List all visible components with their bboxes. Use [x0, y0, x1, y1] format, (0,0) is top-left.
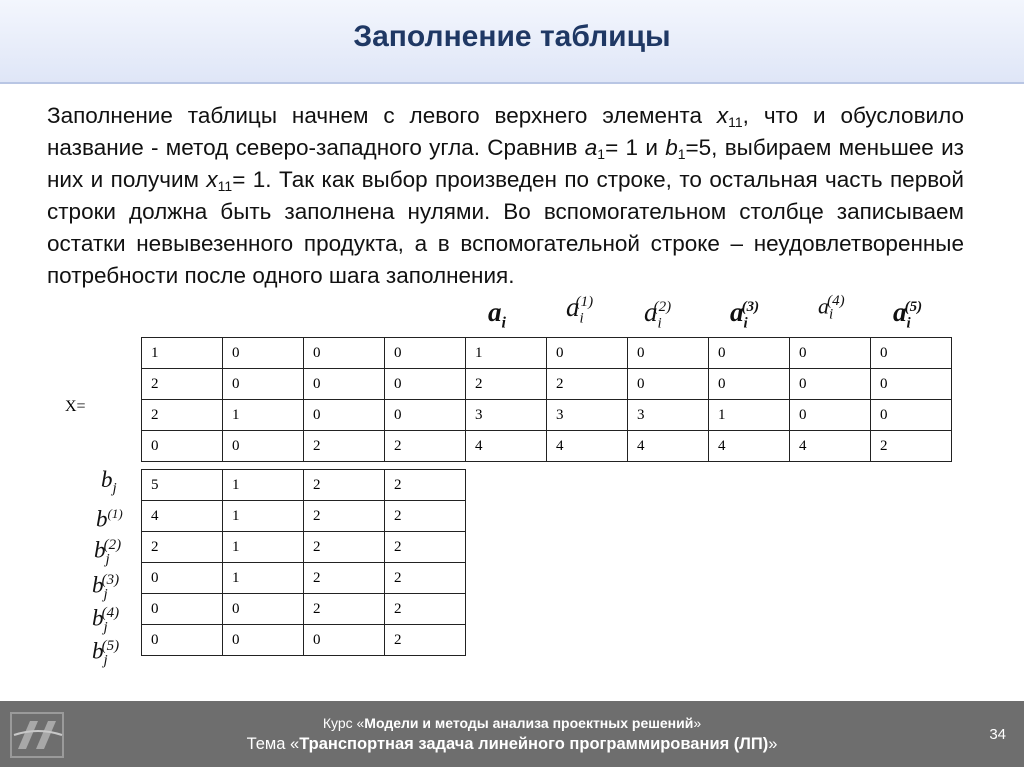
table-cell: 4 — [628, 431, 709, 462]
sub-11: 11 — [728, 114, 743, 130]
table-cell: 0 — [223, 625, 304, 656]
table-cell: 2 — [385, 470, 466, 501]
demand-row — [142, 532, 466, 563]
table-cell: 1 — [223, 400, 304, 431]
para-text-5: = 1. Так как выбор произведен по строке, то остальная часть первой строки должна быть заполнена нулями. Во вспомогательном столбце записываем остатки невывезенного продукта, а в вспомогательной строке – неудовлетворенные потребности после одного шага заполнения. — [47, 167, 964, 288]
para-text-1: Заполнение таблицы начнем с левого верхнего элемента — [47, 103, 717, 128]
table-cell: 1 — [466, 338, 547, 369]
matrix-row — [142, 369, 952, 400]
para-text-2: , что и обусловило название - метод северо-западного угла. Сравнив — [47, 103, 964, 160]
table-cell: 0 — [304, 400, 385, 431]
table-cell: 0 — [304, 338, 385, 369]
table-cell: 0 — [385, 400, 466, 431]
table-cell: 2 — [304, 563, 385, 594]
table-cell: 5 — [142, 470, 223, 501]
table-cell: 4 — [790, 431, 871, 462]
table-cell: 2 — [385, 594, 466, 625]
table-cell: 0 — [709, 369, 790, 400]
table-cell: 2 — [304, 431, 385, 462]
table-cell: 1 — [223, 532, 304, 563]
table-cell: 0 — [142, 563, 223, 594]
table-cell: 0 — [223, 431, 304, 462]
table-cell: 1 — [709, 400, 790, 431]
label-b-j-5: $b_j^{(5)}$ — [92, 638, 120, 669]
table-cell: 0 — [871, 338, 952, 369]
page-number: 34 — [989, 726, 1006, 743]
title-bar — [0, 0, 1024, 84]
table-cell: 1 — [223, 501, 304, 532]
table-cell: 0 — [142, 625, 223, 656]
footer-topic: Тема «Транспортная задача линейного программирования (ЛП)» — [246, 735, 778, 753]
table-cell: 1 — [223, 563, 304, 594]
table-cell: 2 — [142, 369, 223, 400]
table-cell: 0 — [628, 338, 709, 369]
matrix-row — [142, 400, 952, 431]
table-cell: 2 — [385, 501, 466, 532]
sub-1: 1 — [597, 146, 606, 162]
demand-rows-table — [141, 469, 466, 656]
footer-course: Курс «Модели и методы анализа проектных решений» — [322, 715, 702, 731]
table-cell: 0 — [304, 625, 385, 656]
table-cell: 2 — [142, 532, 223, 563]
table-cell: 4 — [466, 431, 547, 462]
label-b-j-4: $b_j^{(4)}$ — [92, 605, 120, 636]
var-x11-result: x — [206, 167, 218, 192]
table-cell: 2 — [385, 431, 466, 462]
header-a-i-1: $a_i^{(1)}$ — [566, 292, 594, 327]
demand-row — [142, 594, 466, 625]
label-b-j-1: $b^{(1)}$ — [96, 506, 123, 532]
table-cell: 0 — [223, 594, 304, 625]
table-cell: 3 — [466, 400, 547, 431]
footer-bar — [0, 701, 1024, 767]
sub-11-result: 11 — [217, 178, 233, 194]
table-cell: 2 — [871, 431, 952, 462]
table-cell: 2 — [304, 532, 385, 563]
table-cell: 3 — [628, 400, 709, 431]
table-cell: 1 — [142, 338, 223, 369]
header-a-i-5: $a_i^{(5)}$ — [893, 297, 923, 332]
header-a-i-2: $a_i^{(2)}$ — [644, 297, 672, 332]
table-cell: 2 — [385, 532, 466, 563]
table-cell: 2 — [304, 470, 385, 501]
matrix-row — [142, 431, 952, 462]
var-b1: b — [665, 135, 678, 160]
header-a-i-4: $a_i^{(4)}$ — [818, 293, 845, 323]
var-x11: x — [716, 103, 729, 128]
header-a-i: $a_i$ — [488, 297, 506, 332]
demand-row — [142, 625, 466, 656]
para-text-3: = 1 и — [605, 135, 666, 160]
table-cell: 0 — [304, 369, 385, 400]
table-cell: 0 — [142, 594, 223, 625]
table-cell: 0 — [223, 338, 304, 369]
table-cell: 0 — [223, 369, 304, 400]
table-cell: 4 — [547, 431, 628, 462]
table-cell: 2 — [385, 563, 466, 594]
body-paragraph — [47, 100, 964, 292]
label-b-j: $b_j$ — [101, 467, 117, 497]
header-a-i-3: $a_i^{(3)}$ — [730, 297, 760, 332]
allocation-matrix — [141, 337, 952, 462]
demand-row — [142, 563, 466, 594]
table-cell: 2 — [466, 369, 547, 400]
table-cell: 0 — [790, 369, 871, 400]
table-cell: 0 — [871, 369, 952, 400]
para-text-4: =5, выбираем меньшее из них и получим — [47, 135, 964, 192]
table-cell: 4 — [709, 431, 790, 462]
table-cell: 0 — [709, 338, 790, 369]
table-cell: 0 — [871, 400, 952, 431]
table-cell: 2 — [304, 594, 385, 625]
table-cell: 3 — [547, 400, 628, 431]
table-cell: 0 — [628, 369, 709, 400]
label-b-j-3: $b_j^{(3)}$ — [92, 572, 120, 603]
table-cell: 0 — [142, 431, 223, 462]
table-cell: 0 — [790, 338, 871, 369]
demand-row — [142, 501, 466, 532]
table-cell: 0 — [385, 369, 466, 400]
table-cell: 2 — [142, 400, 223, 431]
demand-row — [142, 470, 466, 501]
slide-title: Заполнение таблицы — [353, 20, 671, 53]
table-cell: 2 — [547, 369, 628, 400]
table-cell: 4 — [142, 501, 223, 532]
x-label: X= — [65, 398, 86, 415]
var-a1: a — [584, 135, 598, 160]
table-cell: 0 — [547, 338, 628, 369]
table-cell: 0 — [385, 338, 466, 369]
table-cell: 0 — [790, 400, 871, 431]
table-cell: 1 — [223, 470, 304, 501]
table-cell: 2 — [304, 501, 385, 532]
table-cell: 2 — [385, 625, 466, 656]
sub-b1: 1 — [677, 146, 686, 162]
label-b-j-2: $b_j^{(2)}$ — [94, 537, 122, 568]
matrix-row — [142, 338, 952, 369]
